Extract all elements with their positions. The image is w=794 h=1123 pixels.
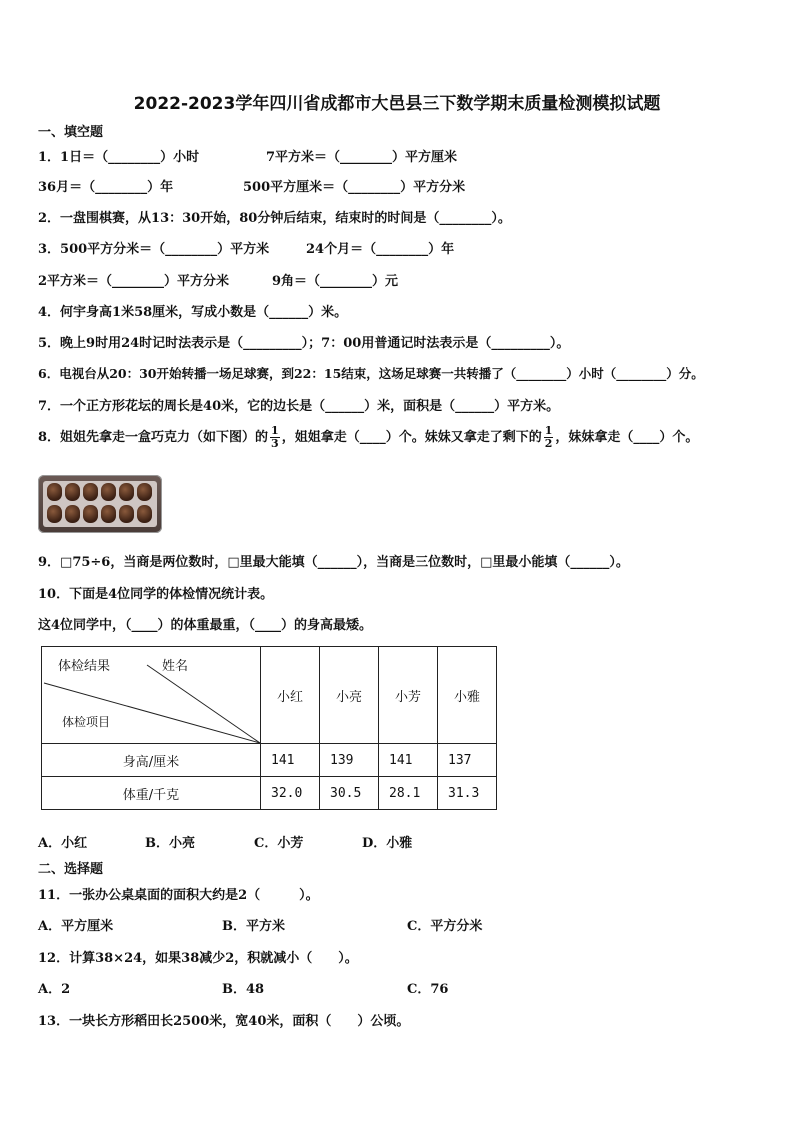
- health-check-table: [41, 646, 497, 810]
- table-row: [42, 777, 497, 810]
- section-fill-in-heading: 一、填空题: [38, 125, 104, 140]
- chocolate-piece: [47, 505, 62, 523]
- question-8: [38, 425, 698, 450]
- question-8-part2: ，姐姐拿走（____）个。妹妹又拿走了剩下的: [281, 430, 542, 445]
- table-row-label: 身高/厘米: [42, 744, 261, 777]
- q12-option-c: C．76: [407, 982, 449, 997]
- q10-option-b: B．小亮: [145, 836, 195, 851]
- table-cell: 30.5: [320, 777, 379, 810]
- chocolate-piece: [137, 483, 152, 501]
- question-3d: 9角＝（________）元: [272, 274, 399, 289]
- question-1a: 1．1日＝（________）小时: [38, 150, 200, 165]
- question-1d: 500平方厘米＝（________）平方分米: [243, 180, 466, 195]
- corner-label-name: 姓名: [162, 659, 189, 674]
- table-cell: 141: [379, 744, 438, 777]
- q10-option-d: D．小雅: [362, 836, 413, 851]
- q10-option-c: C．小芳: [254, 836, 304, 851]
- table-header-name: 小芳: [379, 647, 438, 744]
- fraction-one-half: $\frac{1}{2}$: [544, 424, 553, 450]
- table-cell: 32.0: [261, 777, 320, 810]
- table-cell: 141: [261, 744, 320, 777]
- chocolate-piece: [119, 483, 134, 501]
- table-corner-cell: [42, 647, 261, 744]
- question-6: 6．电视台从20：30开始转播一场足球赛，到22：15结束，这场足球赛一共转播了（________）小时（________）分。: [38, 366, 704, 381]
- q10-option-a: A．小红: [38, 836, 88, 851]
- question-1c: 36月＝（________）年: [38, 180, 174, 195]
- corner-label-result: 体检结果: [58, 659, 111, 674]
- chocolate-box-image: [38, 475, 162, 533]
- chocolate-piece: [101, 505, 116, 523]
- question-2: 2．一盘围棋赛，从13：30开始，80分钟后结束，结束时的时间是（________）。: [38, 211, 511, 226]
- chocolate-piece: [83, 483, 98, 501]
- fraction-one-third: $\frac{1}{3}$: [271, 424, 279, 450]
- table-cell: 31.3: [438, 777, 497, 810]
- question-3a: 3．500平方分米＝（________）平方米: [38, 242, 270, 257]
- table-row-label: 体重/千克: [42, 777, 261, 810]
- question-4: 4．何宇身高1米58厘米，写成小数是（______）米。: [38, 305, 348, 320]
- table-header-name: 小雅: [438, 647, 497, 744]
- table-cell: 137: [438, 744, 497, 777]
- question-8-part1: 8．姐姐先拿走一盒巧克力（如下图）的: [38, 430, 269, 445]
- corner-label-item: 体检项目: [62, 715, 111, 729]
- chocolate-piece: [47, 483, 62, 501]
- q12-option-a: A．2: [38, 982, 71, 997]
- question-7: 7．一个正方形花坛的周长是40米，它的边长是（______）米，面积是（______）平方米。: [38, 399, 560, 414]
- chocolate-piece: [119, 505, 134, 523]
- question-10-prompt: 这4位同学中，（____）的体重最重，（____）的身高最矮。: [38, 618, 373, 633]
- question-11: 11．一张办公桌桌面的面积大约是2（ ）。: [38, 888, 319, 903]
- chocolate-piece: [101, 483, 116, 501]
- question-8-part3: ，妹妹拿走（____）个。: [555, 430, 699, 445]
- question-3c: 2平方米＝（________）平方分米: [38, 274, 230, 289]
- question-3b: 24个月＝（________）年: [306, 242, 455, 257]
- chocolate-piece: [137, 505, 152, 523]
- table-header-row: [42, 647, 497, 744]
- q11-option-c: C．平方分米: [407, 919, 483, 934]
- table-row: [42, 744, 497, 777]
- page-title: 2022-2023学年四川省成都市大邑县三下数学期末质量检测模拟试题: [133, 94, 661, 114]
- chocolate-piece: [65, 483, 80, 501]
- q11-option-b: B．平方米: [222, 919, 285, 934]
- question-12: 12．计算38×24，如果38减少2，积就减小（ ）。: [38, 951, 358, 966]
- q11-option-a: A．平方厘米: [38, 919, 114, 934]
- question-9: 9．□75÷6，当商是两位数时，□里最大能填（______），当商是三位数时，□里最小能填（______）。: [38, 555, 629, 570]
- section-choice-heading: 二、选择题: [38, 862, 104, 877]
- chocolate-piece: [65, 505, 80, 523]
- table-header-name: 小亮: [320, 647, 379, 744]
- question-1b: 7平方米＝（________）平方厘米: [266, 150, 458, 165]
- question-13: 13．一块长方形稻田长2500米，宽40米，面积（ ）公顷。: [38, 1014, 410, 1029]
- q12-option-b: B．48: [222, 982, 265, 997]
- table-cell: 28.1: [379, 777, 438, 810]
- chocolate-piece: [83, 505, 98, 523]
- table-cell: 139: [320, 744, 379, 777]
- table-header-name: 小红: [261, 647, 320, 744]
- question-5: 5．晚上9时用24时记时法表示是（_________）；7：00用普通记时法表示是（_________）。: [38, 336, 570, 351]
- question-10: 10．下面是4位同学的体检情况统计表。: [38, 587, 274, 602]
